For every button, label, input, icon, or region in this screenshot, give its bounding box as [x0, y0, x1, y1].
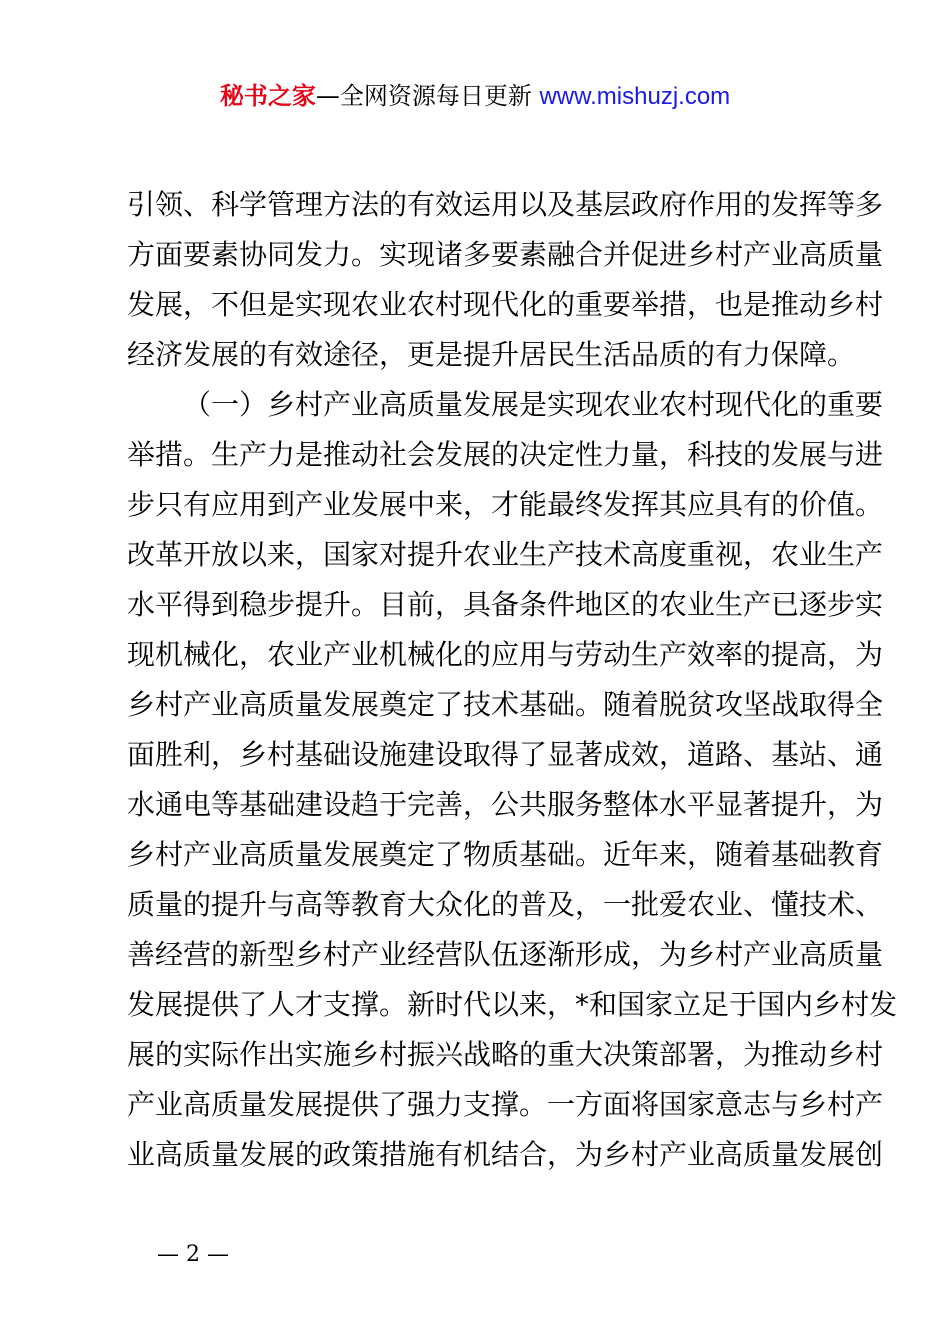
- text-line: 发展，不但是实现农业农村现代化的重要举措，也是推动乡村: [127, 288, 884, 321]
- text-line: 善经营的新型乡村产业经营队伍逐渐形成，为乡村产业高质量: [127, 938, 884, 971]
- page-header: [0, 78, 950, 115]
- text-line: 经济发展的有效途径，更是提升居民生活品质的有力保障。: [127, 338, 856, 371]
- text-line: 水通电等基础建设趋于完善，公共服务整体水平显著提升，为: [127, 788, 884, 821]
- header-tagline: —全网资源每日更新: [315, 82, 532, 110]
- page-number: — 2 —: [157, 1242, 229, 1267]
- text-line: 面胜利，乡村基础设施建设取得了显著成效，道路、基站、通: [127, 738, 884, 771]
- text-line: 水平得到稳步提升。目前，具备条件地区的农业生产已逐步实: [127, 588, 884, 621]
- text-line: 乡村产业高质量发展奠定了物质基础。近年来，随着基础教育: [127, 838, 884, 871]
- section-heading-line: （一）乡村产业高质量发展是实现农业农村现代化的重要: [183, 388, 884, 421]
- document-body: [127, 180, 898, 1180]
- text-line: 现机械化，农业产业机械化的应用与劳动生产效率的提高，为: [127, 638, 884, 671]
- brand-name: 秘书之家: [219, 82, 316, 110]
- text-line: 举措。生产力是推动社会发展的决定性力量，科技的发展与进: [127, 438, 884, 471]
- text-line: 方面要素协同发力。实现诸多要素融合并促进乡村产业高质量: [127, 238, 884, 271]
- text-line: 业高质量发展的政策措施有机结合，为乡村产业高质量发展创: [127, 1138, 884, 1171]
- text-line: 改革开放以来，国家对提升农业生产技术高度重视，农业生产: [127, 538, 884, 571]
- text-line: 展的实际作出实施乡村振兴战略的重大决策部署，为推动乡村: [127, 1038, 884, 1071]
- text-line: 引领、科学管理方法的有效运用以及基层政府作用的发挥等多: [127, 188, 884, 221]
- text-line: 产业高质量发展提供了强力支撑。一方面将国家意志与乡村产: [127, 1088, 884, 1121]
- text-line: 步只有应用到产业发展中来，才能最终发挥其应具有的价值。: [127, 488, 884, 521]
- text-line: 质量的提升与高等教育大众化的普及，一批爱农业、懂技术、: [127, 888, 884, 921]
- text-line: 乡村产业高质量发展奠定了技术基础。随着脱贫攻坚战取得全: [127, 688, 884, 721]
- website-link[interactable]: www.mishuzj.com: [539, 83, 731, 110]
- text-line: 发展提供了人才支撑。新时代以来，*和国家立足于国内乡村发: [127, 988, 898, 1021]
